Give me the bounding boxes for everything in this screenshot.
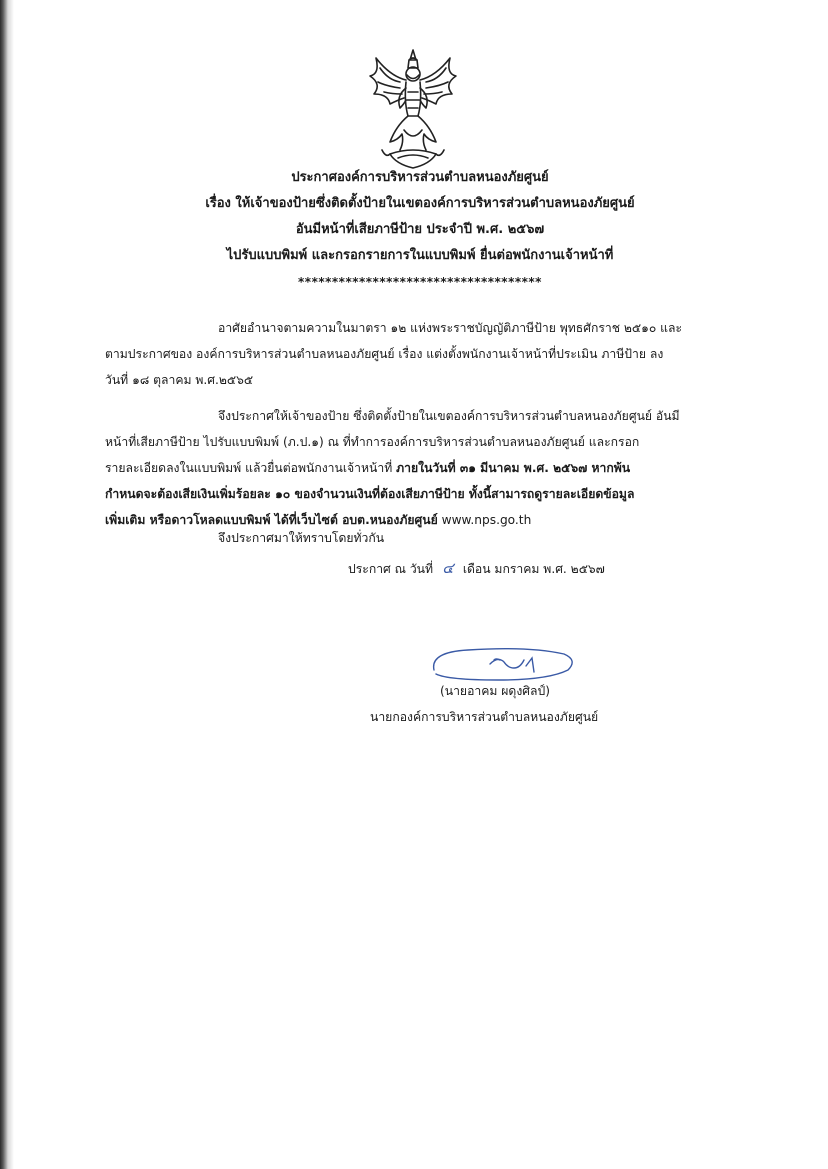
heading-line-1: ประกาศองค์การบริหารส่วนตำบลหนองภัยศูนย์ xyxy=(291,170,549,185)
date-day-handwritten: ๔ xyxy=(442,559,454,577)
signer-title: นายกองค์การบริหารส่วนตำบลหนองภัยศูนย์ xyxy=(370,710,599,724)
para2-line4: กำหนดจะต้องเสียเงินเพิ่มร้อยละ ๑๐ ของจำนวนเงินที่ต้องเสียภาษีป้าย ทั้งนี้สามารถดูรายละเอียดข้อมูล xyxy=(105,487,635,501)
website-url: www.nps.go.th xyxy=(437,513,532,527)
para1-line2: ตามประกาศของ องค์การบริหารส่วนตำบลหนองภัยศูนย์ เรื่อง แต่งตั้งพนักงานเจ้าหน้าที่ประเมิน ภาษีป้าย ลง xyxy=(105,347,664,361)
para1-line1: อาศัยอำนาจตามความในมาตรา ๑๒ แห่งพระราชบัญญัติภาษีป้าย พุทธศักราช ๒๕๑๐ และ xyxy=(218,321,683,335)
handwritten-signature xyxy=(428,642,578,687)
heading-line-4: ไปรับแบบพิมพ์ และกรอกรายการในแบบพิมพ์ ยื่นต่อพนักงานเจ้าหน้าที่ xyxy=(226,248,614,263)
closing-line: จึงประกาศมาให้ทราบโดยทั่วกัน xyxy=(218,531,385,545)
para1-line3: วันที่ ๑๘ ตุลาคม พ.ศ.๒๕๖๕ xyxy=(105,373,254,387)
para2-line3-text: รายละเอียดลงในแบบพิมพ์ แล้วยื่นต่อพนักงานเจ้าหน้าที่ xyxy=(105,461,397,475)
download-info-text: เพิ่มเติม หรือดาวโหลดแบบพิมพ์ ได้ที่เว็บไซต์ อบต.หนองภัยศูนย์ xyxy=(105,513,438,527)
separator-line: ************************************ xyxy=(298,275,542,289)
announcement-date xyxy=(348,556,605,580)
para2-line1: จึงประกาศให้เจ้าของป้าย ซึ่งติดตั้งป้ายในเขตองค์การบริหารส่วนตำบลหนองภัยศูนย์ อันมี xyxy=(218,409,680,423)
heading-line-2: เรื่อง ให้เจ้าของป้ายซึ่งติดตั้งป้ายในเขตองค์การบริหารส่วนตำบลหนองภัยศูนย์ xyxy=(205,196,635,211)
date-prefix: ประกาศ ณ วันที่ xyxy=(348,562,434,576)
para2-line3 xyxy=(105,455,748,481)
heading-line-3: อันมีหน้าที่เสียภาษีป้าย ประจำปี พ.ศ. ๒๕๖๗ xyxy=(295,222,545,237)
signer-name: (นายอาคม ผดุงศิลป์) xyxy=(440,684,550,698)
announcement-heading xyxy=(80,165,760,295)
date-suffix: เดือน มกราคม พ.ศ. ๒๕๖๗ xyxy=(462,562,605,576)
garuda-emblem-icon xyxy=(360,46,466,174)
scan-edge-shadow xyxy=(0,0,14,1169)
deadline-text: ภายในวันที่ ๓๑ มีนาคม พ.ศ. ๒๕๖๗ หากพ้น xyxy=(396,461,631,475)
para2-line2: หน้าที่เสียภาษีป้าย ไปรับแบบพิมพ์ (ภ.ป.๑) ณ ที่ทำการองค์การบริหารส่วนตำบลหนองภัยศูนย์ และกรอก xyxy=(105,435,640,449)
